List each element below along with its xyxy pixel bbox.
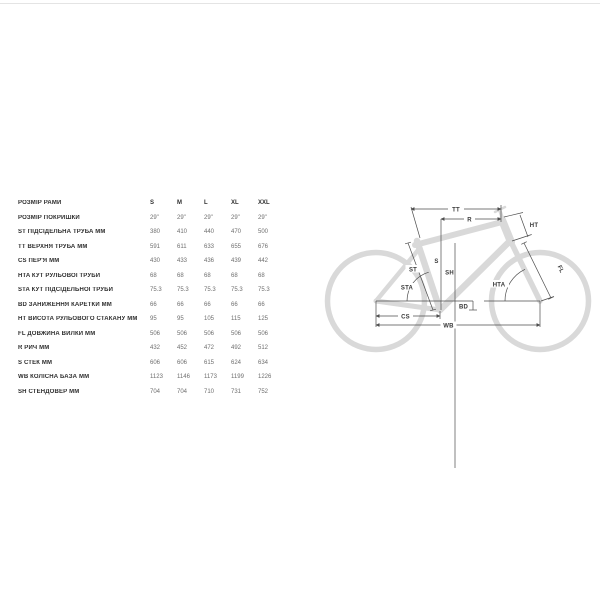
row-value: 410 [177,229,188,236]
size-column-header: S [150,200,155,207]
hta-label: HTA [492,282,506,289]
row-value: 506 [231,330,242,337]
row-label: S СТЕК ММ [18,359,53,366]
size-column-header: M [177,200,182,207]
row-value: 66 [231,301,238,308]
row-value: 506 [177,330,188,337]
fl-label: FL [555,264,565,275]
st-label: ST [408,267,418,274]
tt-label: TT [452,207,460,214]
row-value: 29" [258,214,267,221]
row-value: 433 [177,258,188,265]
row-label: BD ЗАНИЖЕННЯ КАРЕТКИ ММ [18,301,112,308]
size-column-header: L [204,200,208,207]
row-value: 704 [177,388,188,395]
row-value: 380 [150,229,161,236]
dimension-lines [376,205,554,468]
row-value: 66 [204,301,211,308]
row-value: 75.3 [204,287,216,294]
row-value: 68 [231,272,238,279]
row-value: 676 [258,243,269,250]
row-value: 29" [204,214,213,221]
row-value: 1199 [231,374,244,381]
row-value: 75.3 [150,287,162,294]
row-value: 68 [258,272,265,279]
row-value: 29" [231,214,240,221]
row-value: 506 [204,330,215,337]
row-label: CS ПЕР'Я ММ [18,258,60,265]
row-label: FL ДОВЖИНА ВИЛКИ ММ [18,330,96,337]
row-label: РОЗМІР ПОКРИШКИ [18,214,80,221]
row-value: 105 [204,316,215,323]
row-value: 500 [258,229,269,236]
row-value: 75.3 [231,287,243,294]
row-label: ST ПІДСІДЕЛЬНА ТРУБА ММ [18,229,106,236]
row-value: 470 [231,229,242,236]
row-value: 506 [258,330,269,337]
row-value: 710 [204,388,215,395]
s-label: S [434,259,439,265]
row-value: 606 [177,359,188,366]
row-value: 432 [150,345,161,352]
r-label: R [467,217,472,224]
row-value: 1226 [258,374,272,381]
row-label: HT ВИСОТА РУЛЬОВОГО СТАКАНУ ММ [18,316,138,323]
row-value: 655 [231,243,242,250]
row-label: TT ВЕРХНЯ ТРУБА ММ [18,243,88,250]
row-value: 634 [258,359,269,366]
row-value: 472 [204,345,215,352]
row-value: 704 [150,388,161,395]
row-label: SH СТЕНДОВЕР ММ [18,388,80,395]
row-label: WB КОЛІСНА БАЗА ММ [18,374,90,381]
size-column-header: XL [231,200,239,207]
row-value: 95 [150,316,157,323]
row-value: 68 [204,272,211,279]
row-value: 1146 [177,374,190,381]
row-value: 624 [231,359,242,366]
row-label: R РИЧ ММ [18,345,50,352]
row-label: HTA КУТ РУЛЬОВОЇ ТРУБИ [18,272,101,279]
row-value: 615 [204,359,215,366]
row-value: 95 [177,316,184,323]
wb-label: WB [443,323,454,330]
table-header-label: РОЗМІР РАМИ [18,200,62,207]
row-value: 29" [177,214,186,221]
row-value: 436 [204,258,215,265]
row-value: 506 [150,330,161,337]
row-value: 442 [258,258,269,265]
row-value: 75.3 [258,287,270,294]
size-column-header: XXL [258,200,270,207]
row-value: 66 [177,301,184,308]
row-value: 611 [177,243,187,250]
row-value: 29" [150,214,159,221]
row-value: 606 [150,359,161,366]
row-value: 492 [231,345,242,352]
row-value: 66 [150,301,157,308]
row-value: 633 [204,243,215,250]
row-value: 439 [231,258,242,265]
row-value: 1173 [204,374,217,381]
sh-label: SH [445,270,454,277]
row-value: 68 [150,272,157,279]
row-value: 752 [258,388,269,395]
sta-label: STA [400,285,414,292]
row-value: 115 [231,316,241,323]
row-value: 440 [204,229,215,236]
bd-label: BD [458,304,469,311]
cs-label: CS [401,314,410,321]
row-value: 66 [258,301,265,308]
ht-label: HT [529,223,539,229]
row-value: 75.3 [177,287,189,294]
row-value: 430 [150,258,161,265]
row-value: 512 [258,345,269,352]
row-value: 125 [258,316,269,323]
row-value: 1123 [150,374,163,381]
row-value: 452 [177,345,188,352]
row-label: STA КУТ ПІДСІДЕЛЬНОЇ ТРУБИ [18,287,114,294]
row-value: 68 [177,272,184,279]
row-value: 591 [150,243,161,250]
row-value: 731 [231,388,242,395]
